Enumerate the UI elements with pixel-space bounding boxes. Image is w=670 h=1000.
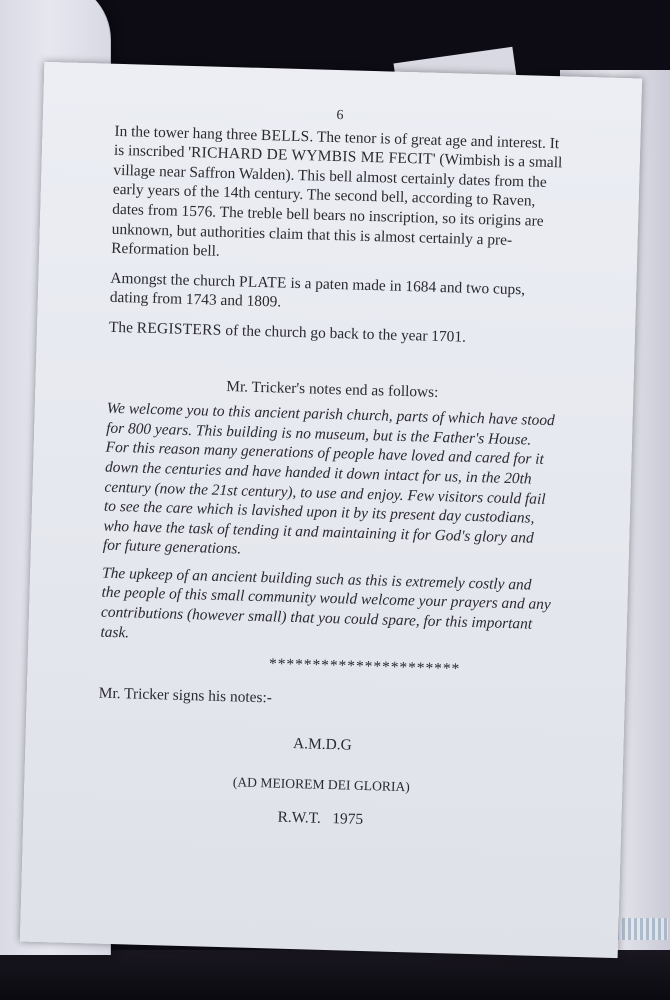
plate-paragraph [110,269,561,321]
plate-text-2: is a paten made in 1684 and two cups, dating from 1743 and 1809. [109,274,526,311]
signature-line [95,802,545,834]
bells-keyword: BELLS [260,126,310,145]
bells-text-3: ' (Wimbish is a small village near Saffron Walden). This bell almost certainly dates from the early years of the 14th century. The second bell, according to Raven, dates from 1576. The treble bell bears no inscription, so its origins are unknown, but authorities claim that this is almost certainly a pre-Reformation bell. [110,150,563,260]
bell-inscription: RICHARD DE WYMBIS ME FECIT [190,144,434,168]
asterisk-separator: ********************** [268,655,461,678]
table-surface [0,950,670,1000]
author-initials: R.W.T. [277,808,322,827]
bells-text-1: In the tower hang three [114,122,262,144]
signature-year: 1975 [332,809,364,828]
signs-line: Mr. Tricker signs his notes:- [98,684,273,707]
registers-text-2: of the church go back to the year 1701. [221,321,467,346]
bells-text-2: . The tenor is of great age and interest. It is inscribed ' [113,127,560,162]
bells-paragraph [111,121,565,271]
registers-paragraph [109,318,559,350]
upkeep-paragraph: The upkeep of an ancient building such as this is extremely costly and the people of this small community would welcome your prayers and any contributions (however small) that you could spare, for this important task. [100,564,551,642]
binding-edge [610,918,668,940]
page-content [95,100,565,835]
plate-text-1: Amongst the church [110,269,240,291]
amdg-signature: A.M.D.G [292,735,352,755]
welcome-paragraph: We welcome you to this ancient parish church, parts of which have stood for 800 years. This building is no museum, but is the Father's House. For this reason many generations of people have loved and cared for it down the centuries and have handed it down intact for us, in the 20th century (now the 21st century), to use and enjoy. Few visitors could fail to see the care which is lavished upon it by its present day custodians, who have the task of tending it and maintaining it for God's glory and for future generations. [102,399,555,558]
registers-text-1: The [108,318,138,337]
document-page [20,62,642,958]
page-number: 6 [336,108,344,124]
registers-keyword: REGISTERS [136,319,222,339]
notes-heading: Mr. Tricker's notes end as follows: [226,377,439,401]
latin-motto: (AD MEIOREM DEI GLORIA) [232,774,411,795]
plate-keyword: PLATE [238,273,287,292]
